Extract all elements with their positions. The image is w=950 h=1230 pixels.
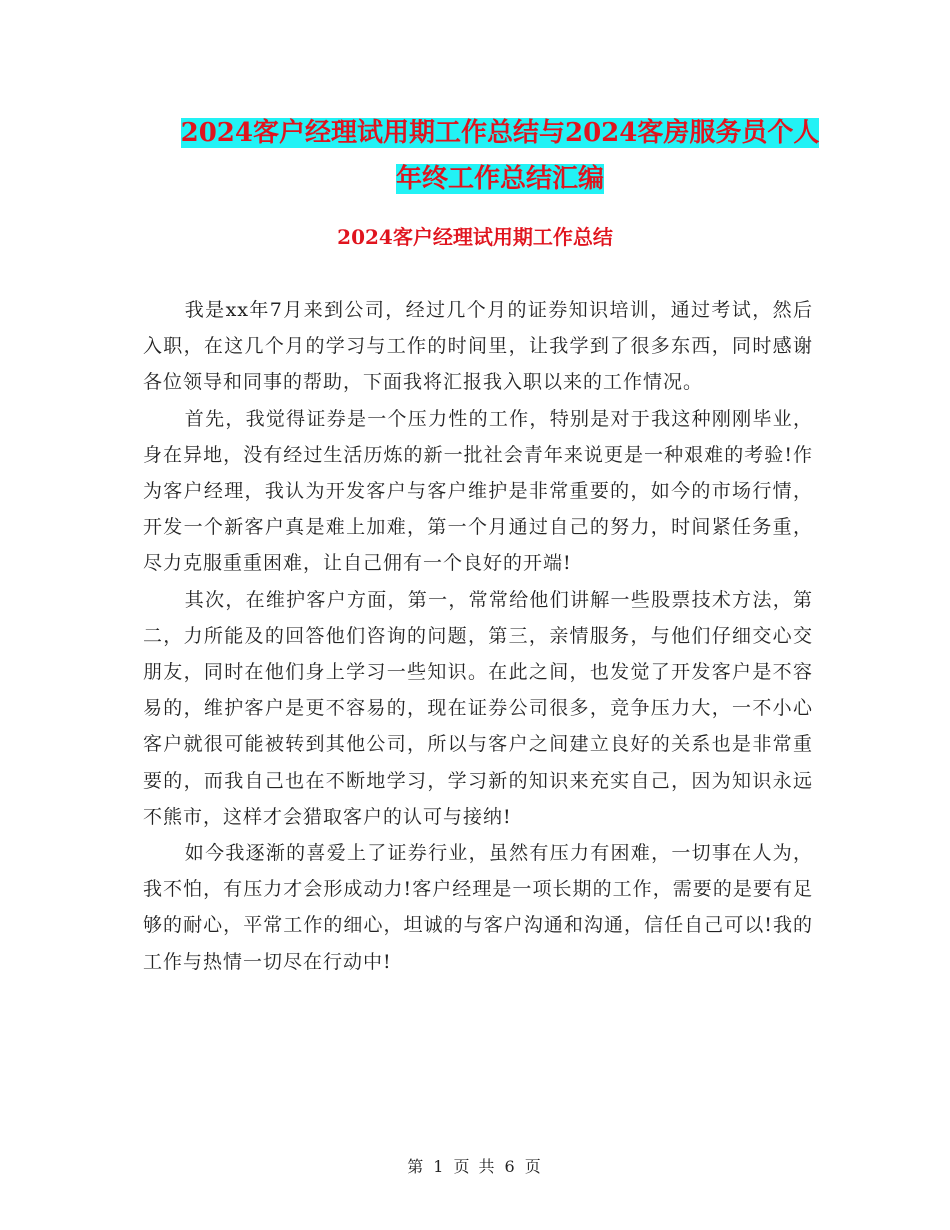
total-pages-number: 6	[504, 1157, 517, 1176]
document-title-line-2: 年终工作总结汇编	[395, 164, 604, 194]
section-title: 2024客户经理试用期工作总结	[337, 225, 613, 249]
document-title-line-1: 2024客户经理试用期工作总结与2024客房服务员个人	[180, 118, 820, 148]
paragraph: 其次，在维护客户方面，第一，常常给他们讲解一些股票技术方法，第二，力所能及的回答他们咨询的问题，第三，亲情服务，与他们仔细交心交朋友，同时在他们身上学习一些知识。在此之间，也发觉了开发客户是不容易的，维护客户是更不容易的，现在证券公司很多，竞争压力大，一不小心客户就很可能被转到其他公司，所以与客户之间建立良好的关系也是非常重要的，而我自己也在不断地学习，学习新的知识来充实自己，因为知识永远不熊市，这样才会猎取客户的认可与接纳!	[143, 588, 813, 828]
document-body	[143, 292, 813, 980]
page-footer	[0, 1154, 950, 1177]
document-title	[140, 110, 860, 202]
paragraph: 我是xx年7月来到公司，经过几个月的证券知识培训，通过考试，然后入职，在这几个月的学习与工作的时间里，让我学到了很多东西，同时感谢各位领导和同事的帮助，下面我将汇报我入职以来的工作情况。	[143, 299, 813, 394]
page-suffix: 页	[524, 1157, 543, 1176]
current-page-number: 1	[433, 1157, 446, 1176]
page-prefix: 第	[407, 1157, 426, 1176]
page-mid-text: 页 共	[453, 1157, 497, 1176]
paragraph: 如今我逐渐的喜爱上了证券行业，虽然有压力有困难，一切事在人为，我不怕，有压力才会形成动力!客户经理是一项长期的工作，需要的是要有足够的耐心，平常工作的细心，坦诚的与客户沟通和沟通，信任自己可以!我的工作与热情一切尽在行动中!	[143, 842, 813, 973]
paragraph: 首先，我觉得证券是一个压力性的工作，特别是对于我这种刚刚毕业，身在异地，没有经过生活历炼的新一批社会青年来说更是一种艰难的考验!作为客户经理，我认为开发客户与客户维护是非常重要的，如今的市场行情，开发一个新客户真是难上加难，第一个月通过自己的努力，时间紧任务重，尽力克服重重困难，让自己佣有一个良好的开端!	[143, 407, 813, 575]
